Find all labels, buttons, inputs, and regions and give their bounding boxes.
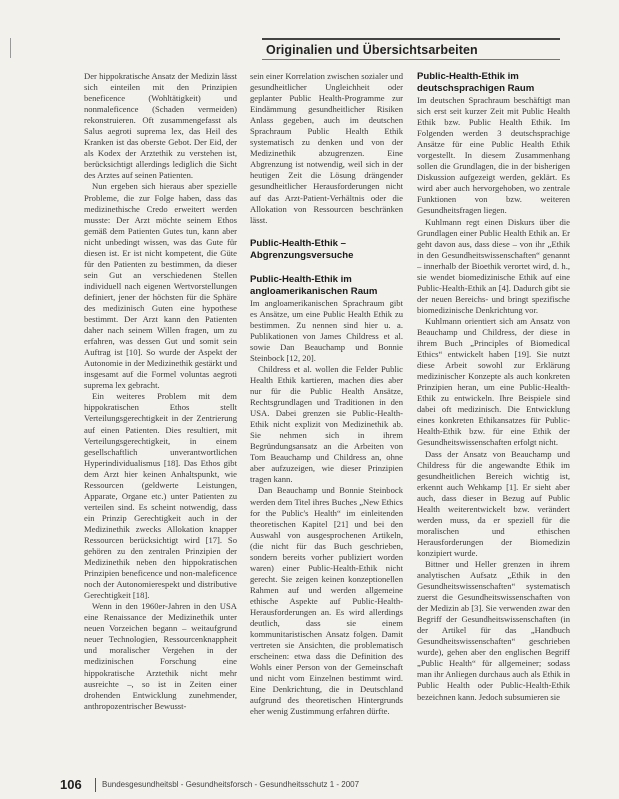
paragraph: Dass der Ansatz von Beauchamp und Childress für die angewandte Ethik im gesundheitlichen Bereich wichtig ist, erkennt auch Wehkamp [1]. Er sieht aber auch, dass dieser in Bezug auf Public Health weiterentwickelt bzw. verändert werden muss, da er speziell für die moralischen und ethischen Herausforderungen der Biomedizin konzipiert wurde. <box>417 448 570 558</box>
paragraph: Im angloamerikanischen Sprachraum gibt es Ansätze, um eine Public Health Ethik zu bestimmen. Zu nennen sind hier u. a. Publikationen von James Childress et al. sowie Dan Beauchamp und Bonnie Steinbock [12, 20]. <box>250 297 403 363</box>
page-footer <box>60 779 560 793</box>
journal-citation: Bundesgesundheitsbl - Gesundheitsforsch - Gesundheitsschutz 1 - 2007 <box>102 780 360 789</box>
subsection-heading: Public-Health-Ethik im angloamerikanischen Raum <box>250 273 378 297</box>
paragraph: Wenn in den 1960er-Jahren in den USA eine Renaissance der Medizinethik unter neuen Vorzeichen begann – weitaufgrund neuer Technologien, Ressourcenknappheit und moralischer Vergehen in der medizinischen Forschung eine hippokratische Arztethik nicht mehr ausreichte –, so ist in Zeiten einer drohenden Entwicklung zunehmender, anthropozentrischer Bewusst- <box>84 601 237 711</box>
paragraph: Kuhlmann orientiert sich am Ansatz von Beauchamp und Childress, der diese in ihrem Buch „Principles of Biomedical Ethics“ entwickelt haben [19]. Sie nutzt diese Arbeit sowohl zur Erklärung medizinischer Konzepte als auch konkreten Prinzipien heran, um eine Public-Health-Ethik zu entwickeln. Ihre Beispiele sind dabei oft medizinisch. Die Entwicklung eines konkreten Ethikansatzes für Public-Health-Ethik bzw. für eine Ethik der Gesundheitswissenschaften erfolgt nicht. <box>417 315 570 448</box>
paragraph: Childress et al. wollen die Felder Public Health Ethik kartieren, machen dies aber nur für die Public Health Ansätze, Rechtsgrundlagen und Traditionen in den USA. Dabei grenzen sie Public-Health-Ethik nicht explizit von Medizinethik ab. Sie nehmen sich in ihrem Begründungsansatz an die Arbeiten von Tom Beauchamp und Childress an, ohne aber aufzuzeigen, wie dieser Prinzipien tragen kann. <box>250 363 403 485</box>
paragraph: Bittner und Heller grenzen in ihrem analytischen Aufsatz „Ethik in den Gesundheitswissenschaften“ systematisch zuerst die Gesundheitswissenschaften von der Medizin ab [3]. Sie verwenden zwar den Begriff der Gesundheitswissenschaften (in der Artikel für das „Handbuch Gesundheitswissenschaften“ geschrieben wurde), gehen aber den englischen Begriff „Public Health“ für allgemeiner; sodass man ihr Anliegen durchaus auch als Ethik in Public Health oder Public-Health-Ethik bezeichnen kann. Jedoch subsumieren sie <box>417 558 570 702</box>
section-header <box>262 38 560 60</box>
section-heading: Public-Health-Ethik – Abgrenzungsversuche <box>250 237 354 261</box>
page-number: 106 <box>60 777 82 792</box>
text-column-2 <box>250 71 403 771</box>
paragraph: Nun ergeben sich hieraus aber spezielle Probleme, die zur Folge haben, dass das medizinethische Credo erweitert werden musste: Der Arzt möchte seinem Ethos gemäß dem Patienten Gutes tun, kann aber nicht unbedingt wissen, was das Gute für diesen ist. Er ist nicht kompetent, die Güte für den Patienten zu bestimmen, da dieser sein Gut an verschiedenen Stellen individuell nach eigenen Wertvorstellungen definiert, jener der höchsten für die Sphäre des medizinisch Guten eine hypothese bestimmt. Der Arzt kann den Patienten daher nach seinem Willen fragen, um zu erfahren, was dessen Gut und somit sein Auftrag ist [10]. So wurde der Aspekt der Autonomie in der Medizinethik gestärkt und insgesamt auf die Formel voluntas aegroti suprema lex gebracht. <box>84 181 237 391</box>
footer-divider <box>95 778 96 792</box>
subsection-heading: Public-Health-Ethik im deutschsprachigen Raum <box>417 71 535 94</box>
margin-mark <box>10 38 11 58</box>
paragraph: Kuhlmann regt einen Diskurs über die Grundlagen einer Public Health Ethik an. Er geht davon aus, dass diese – von ihr „Ethik in den Gesundheitswissenschaften“ genannt – innerhalb der Bioethik verortet wird, d. h., sie wendet biomedizinische Ethik auf eine Public-Health-Ethik an [4]. Dadurch gibt sie der neuen Bereichs- und bringt spezifische biomedizinische Denkrichtung vor. <box>417 216 570 315</box>
text-column-3 <box>417 71 570 771</box>
section-title: Originalien und Übersichtsarbeiten <box>266 43 478 57</box>
text-column-1 <box>84 71 237 771</box>
paragraph: Im deutschen Sprachraum beschäftigt man sich erst seit kurzer Zeit mit Public Health Ethik bzw. Public Health Ethik. Im Folgenden werden 3 deutschsprachige Ansätze für eine Public Health Ethik vorgestellt. In diesem Zusammenhang sollen die Grundlagen, die in der bisherigen Diskussion aufgezeigt werden, geklärt. Es wird aber auch hervorgehoben, wo zentrale Funktionen von bzw. weiteren Gesundheitsfragen liegen. <box>417 95 570 216</box>
paragraph: sein einer Korrelation zwischen sozialer und gesundheitlicher Ungleichheit oder geplanter Public Health-Programme zur Eindämmung gesundheitlicher Risiken Anlass gegeben, auch im deutschen Sprachraum Public Health Ethik systematisch zu denken und von der Medizinethik abzugrenzen. Eine Abgrenzung ist notwendig, weil sich in der heutigen Zeit die Lösung drängender gesundheitlicher Herausforderungen nicht auf das Arzt-Patient-Verhältnis oder die Allokation von Ressourcen beschränken lässt. <box>250 71 403 225</box>
paragraph: Dan Beauchamp und Bonnie Steinbock werden dem Titel ihres Buches „New Ethics for the Public's Health“ im einleitenden theoretischen Kapitel [21] und bei den Auswahl von ausgesprochenen Artikeln, (die nicht für das Buch geschrieben, sondern bereits vorher publiziert worden waren) einer Public-Health-Ethik nicht gerecht. Sie zeigen keinen konzeptionellen Rahmen auf und werden allgemeine ethische Aspekte auf Public-Health-Herausforderungen an. Es wird allerdings deutlich, dass sie einem kommunitaristischen Ansatz folgen. Damit vertreten sie Ansichten, die problematisch erscheinen: etwa dass die Definition des Wohls einer Person von der Gemeinschaft und nicht vom Einzelnen bestimmt wird. Eine Denkrichtung, die in Deutschland aufgrund des theoretischen Hintergrunds eher wenig Zustimmung erfahren dürfte. <box>250 485 403 717</box>
paragraph: Ein weiteres Problem mit dem hippokratischen Ethos stellt Verteilungsgerechtigkeit in der Zentrierung auf einen Patienten. Dies resultiert, mit Verteilungsgerechtigkeit, in einem gesellschaftlich unverantwortlichen Hyperindividualismus [18]. Das Ethos gibt dem Arzt hier keinen Anhaltspunkt, wie Ressourcen (geldwerte Leistungen, Apparate, Organe etc.) unter Patienten zu verteilen sind. Es scheint notwendig, dass ein Prinzip Gerechtigkeit auch in der Medizinethik zwecks Allokation knapper Ressourcen berücksichtigt wird [17]. So gehören zu den zentralen Prinzipien der Medizinethik neben den hippokratischen Prinzipien beneficence und non-maleficence noch der Autonomierespekt und distributive Gerechtigkeit [18]. <box>84 391 237 601</box>
paragraph: Der hippokratische Ansatz der Medizin lässt sich einteilen mit den Prinzipien beneficence (Wohltätigkeit) und nonmaleficence (Schaden vermeiden) rekonstruieren. Oft zusammengefasst als Salus aegroti suprema lex, das Heil des Kranken ist das oberste Gebot. Der Eid, der als Kodex der Arztethik zu verstehen ist, berücksichtigt allerdings lediglich die Sicht des Arztes auf seinen Patienten. <box>84 71 237 181</box>
